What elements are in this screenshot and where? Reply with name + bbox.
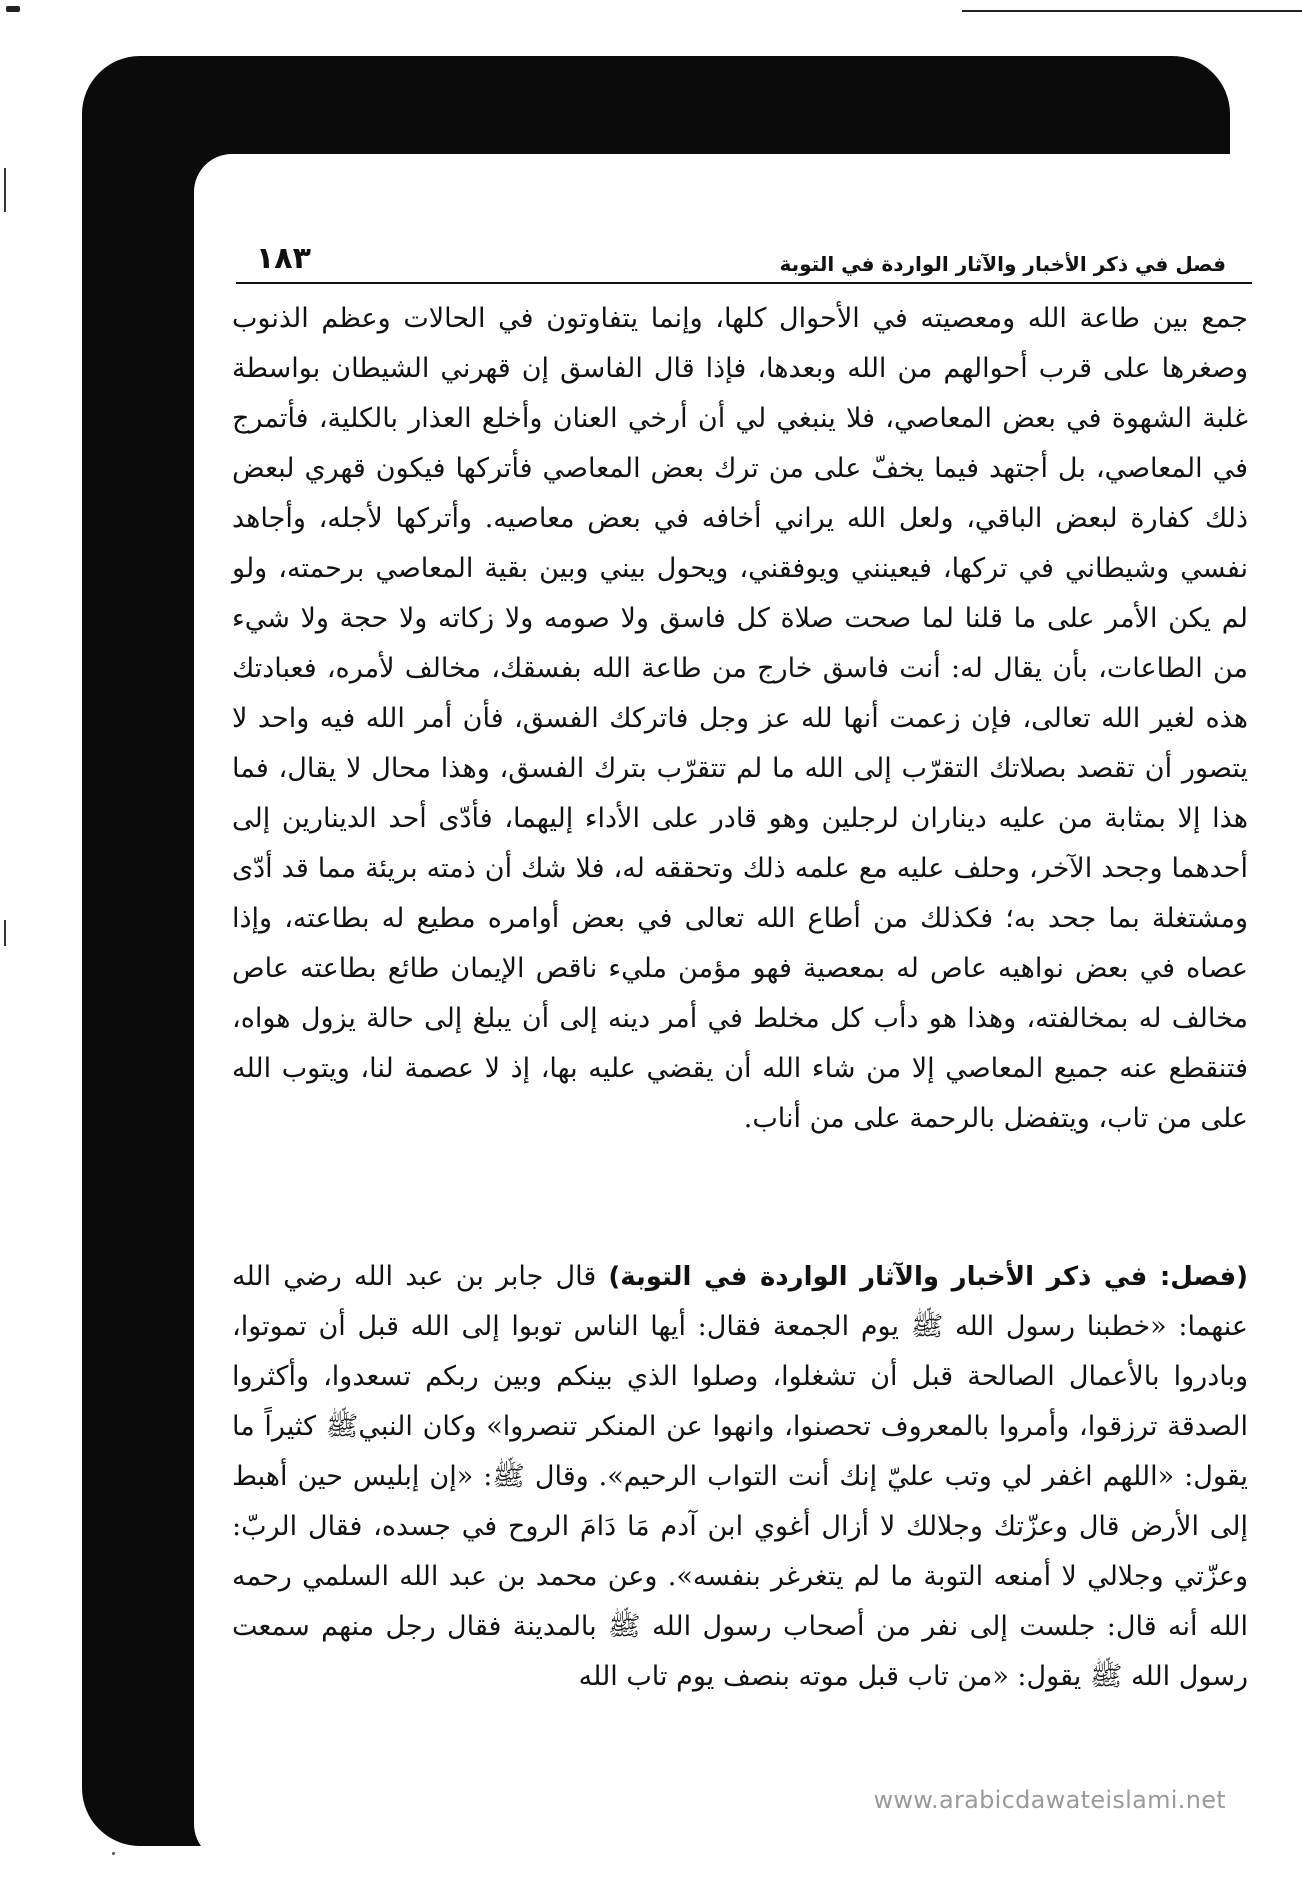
running-header-title: فصل في ذكر الأخبار والآثار الواردة في التوبة [779, 252, 1226, 276]
page-frame [82, 56, 1248, 1846]
scan-artifact-line [962, 10, 1302, 12]
header-rule [236, 282, 1252, 284]
page-number: ١٨٣ [256, 241, 311, 276]
scan-artifact-mark [6, 6, 20, 12]
section-text: قال جابر بن عبد الله رضي الله عنهما: «خطبنا رسول الله ﷺ يوم الجمعة فقال: أيها الناس توبوا إلى الله قبل أن تموتوا، وبادروا بالأعمال الصالحة قبل أن تشغلوا، وصلوا الذي بينكم وبين ربكم تسعدوا، وأكثروا الصدقة ترزقوا، وأمروا بالمعروف تحصنوا، وانهوا عن المنكر تنصروا» وكان النبيﷺ كثيراً ما يقول: «اللهم اغفر لي وتب عليّ إنك أنت التواب الرحيم». وقال ﷺ: «إن إبليس حين أهبط إلى الأرض قال وعزّتك وجلالك لا أزال أغوي ابن آدم مَا دَامَ الروح في جسده، فقال الربّ: وعزّتي وجلالي لا أمنعه التوبة ما لم يتغرغر بنفسه». وعن محمد بن عبد الله السلمي رحمه الله أنه قال: جلست إلى نفر من أصحاب رسول الله ﷺ بالمدينة فقال رجل منهم سمعت رسول الله ﷺ يقول: «من تاب قبل موته بنصف يوم تاب الله [232, 1261, 1248, 1692]
scan-artifact-dot [112, 1852, 115, 1855]
book-page [194, 154, 1288, 1862]
running-header [256, 236, 1226, 276]
scan-artifact-tick [4, 168, 6, 212]
website-watermark: www.arabicdawateislami.net [873, 1786, 1226, 1814]
section-paragraph [232, 1252, 1248, 1702]
section-heading: (فصل: في ذكر الأخبار والآثار الواردة في التوبة) [608, 1262, 1248, 1292]
scan-artifact-tick [4, 920, 6, 946]
body-paragraph: جمع بين طاعة الله ومعصيته في الأحوال كلها، وإنما يتفاوتون في الحالات وعظم الذنوب وصغرها على قرب أحوالهم من الله وبعدها، فإذا قال الفاسق إن قهرني الشيطان بواسطة غلبة الشهوة في بعض المعاصي، فلا ينبغي لي أن أرخي العنان وأخلع العذار بالكلية، فأتمرج في المعاصي، بل أجتهد فيما يخفّ على من ترك بعض المعاصي فأتركها فيكون قهري لبعض ذلك كفارة لبعض الباقي، ولعل الله يراني أخافه في بعض معاصيه. وأتركها لأجله، وأجاهد نفسي وشيطاني في تركها، فيعينني ويوفقني، ويحول بيني وبين بقية المعاصي برحمته، ولو لم يكن الأمر على ما قلنا لما صحت صلاة كل فاسق ولا صومه ولا زكاته ولا حجة ولا شيء من الطاعات، بأن يقال له: أنت فاسق خارج من طاعة الله بفسقك، مخالف لأمره، فعبادتك هذه لغير الله تعالى، فإن زعمت أنها لله عز وجل فاتركك الفسق، فأن أمر الله فيه واحد لا يتصور أن تقصد بصلاتك التقرّب إلى الله ما لم تتقرّب بترك الفسق، وهذا محال لا يقال، فما هذا إلا بمثابة من عليه ديناران لرجلين وهو قادر على الأداء إليهما، فأدّى أحد الدينارين إلى أحدهما وجحد الآخر، وحلف عليه مع علمه ذلك وتحققه له، فلا شك أن ذمته بريئة مما قد أدّى ومشتغلة بما جحد به؛ فكذلك من أطاع الله تعالى في بعض أوامره مطيع له بطاعته، وإذا عصاه في بعض نواهيه عاص له بمعصية فهو مؤمن مليء ناقص الإيمان طائع بطاعته عاص مخالف له بمخالفته، وهذا هو دأب كل مخلط في أمر دينه إلى أن يبلغ إلى حالة يزول هواه، فتنقطع عنه جميع المعاصي إلا من شاء الله أن يقضي عليه بها، إذ لا عصمة لنا، ويتوب الله على من تاب، ويتفضل بالرحمة على من أناب. [232, 303, 1248, 1134]
